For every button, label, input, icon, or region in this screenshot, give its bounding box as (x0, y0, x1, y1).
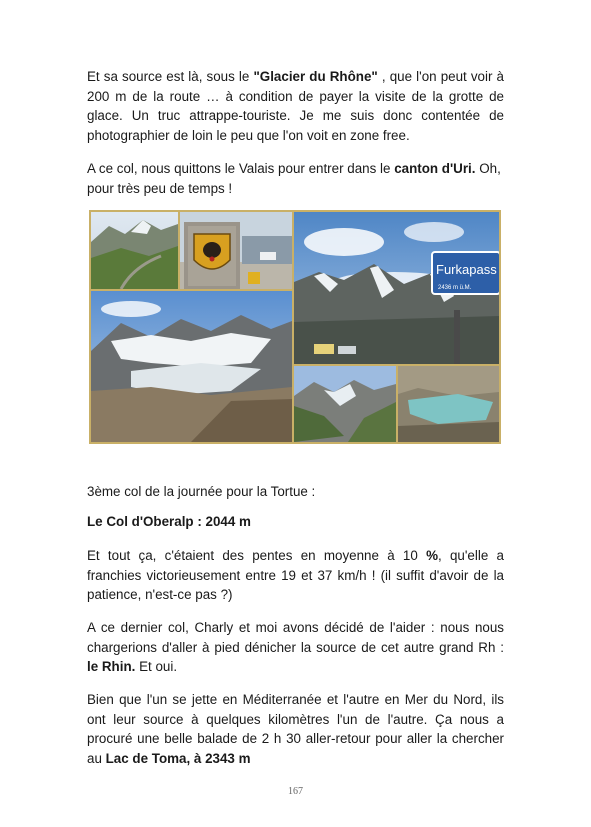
rhone-glacier-name: "Glacier du Rhône" (253, 69, 378, 84)
lake-toma-name: Lac de Toma, à 2343 m (105, 750, 251, 766)
percent-sign: % (426, 548, 438, 563)
rhine-name: le Rhin. (87, 659, 136, 675)
paragraph-third-pass: 3ème col de la journée pour la Tortue : (87, 484, 316, 499)
paragraph-canton-uri: A ce col, nous quittons le Valais pour entrer dans le canton d'Uri. Oh, pour très peu de temps ! (87, 161, 501, 196)
photo-collage (89, 210, 501, 444)
oberalp-pass-heading: Le Col d'Oberalp : 2044 m (87, 514, 251, 529)
canton-uri-name: canton d'Uri. (394, 161, 476, 176)
glacier-lake-photo (398, 366, 499, 442)
valley-photo (91, 212, 178, 289)
rhone-valley-photo (294, 366, 396, 442)
furkapass-sign-text: Furkapass (436, 262, 497, 277)
rhone-glacier-photo (91, 291, 292, 442)
page-number: 167 (288, 786, 303, 797)
paragraph-lake-toma: Bien que l'un se jette en Méditerranée et l'autre en Mer du Nord, ils ont leur source à quelques kilomètres l'un de l'autre. Ça nous a procuré une belle balade de 2 h 30 aller-retour pour aller la chercher au Lac de Toma, à 2343 m (87, 692, 504, 766)
uri-coat-of-arms-photo (180, 212, 292, 289)
furkapass-altitude-text: 2436 m ü.M. (438, 285, 472, 291)
paragraph-rhone-glacier: Et sa source est là, sous le "Glacier du Rhône" , que l'on peut voir à 200 m de la route … à condition de payer la visite de la grotte de glace. Un truc attrappe-touriste. Je me suis donc contentée de photographier de loin le peu que l'on voit en zone free. (87, 69, 504, 143)
furkapass-sign-photo (294, 212, 499, 364)
paragraph-slopes: Et tout ça, c'étaient des pentes en moyenne à 10 %, qu'elle a franchies victorieusement entre 19 et 37 km/h ! (il suffit d'avoir de la patience, n'est-ce pas ?) (87, 548, 504, 603)
paragraph-rhine-source: A ce dernier col, Charly et moi avons décidé de l'aider : nous nous chargerions d'aller à pied dénicher la source de cet autre grand Rh : le Rhin. Et oui. (87, 620, 504, 675)
